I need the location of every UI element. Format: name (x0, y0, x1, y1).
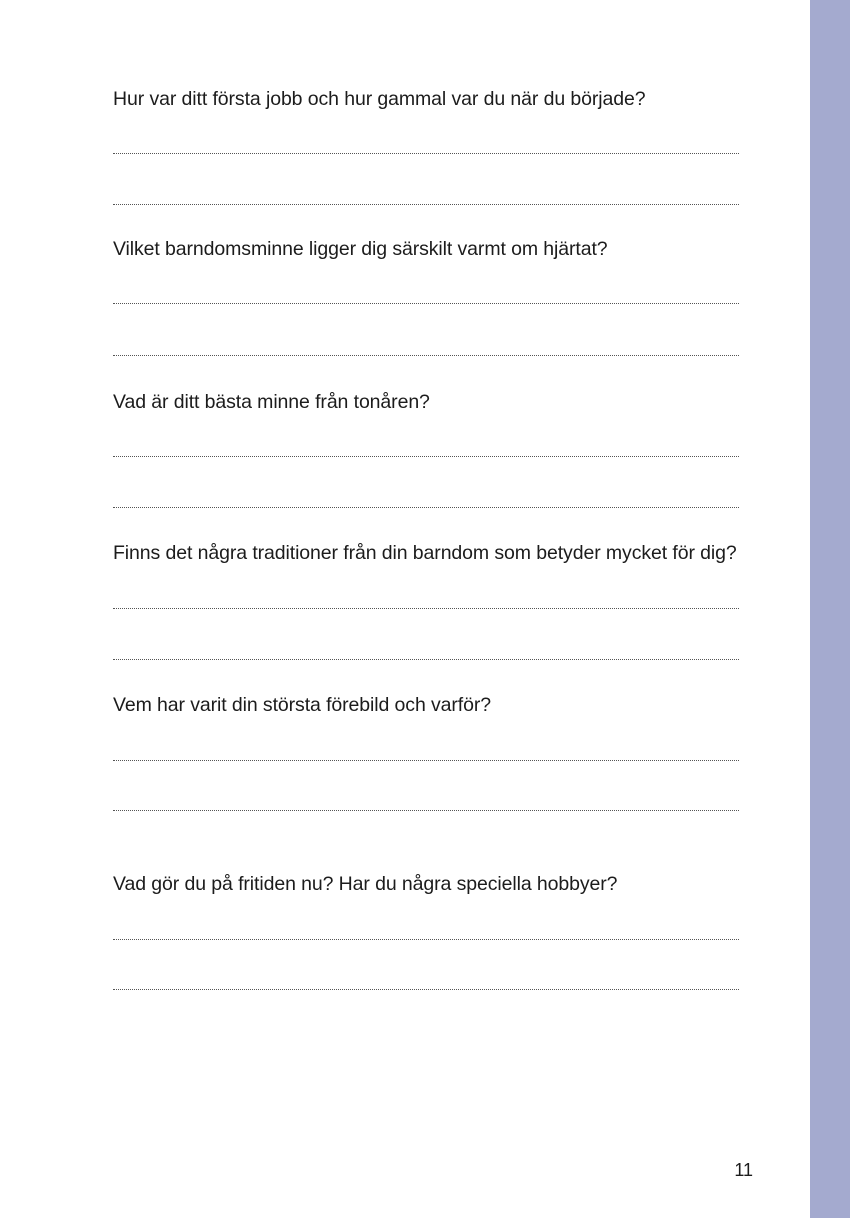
answer-line-3b[interactable] (113, 507, 739, 508)
answer-line-1b[interactable] (113, 204, 739, 205)
answer-line-2a[interactable] (113, 303, 739, 304)
question-1: Hur var ditt första jobb och hur gammal var du när du började? (113, 88, 646, 110)
answer-line-1a[interactable] (113, 153, 739, 154)
answer-line-6a[interactable] (113, 939, 739, 940)
question-4: Finns det några traditioner från din barndom som betyder mycket för dig? (113, 542, 737, 564)
answer-line-4b[interactable] (113, 659, 739, 660)
page-number: 11 (734, 1160, 753, 1180)
answer-line-3a[interactable] (113, 456, 739, 457)
answer-line-6b[interactable] (113, 989, 739, 990)
question-2: Vilket barndomsminne ligger dig särskilt varmt om hjärtat? (113, 238, 608, 260)
answer-line-5a[interactable] (113, 760, 739, 761)
answer-line-5b[interactable] (113, 810, 739, 811)
side-color-band (810, 0, 850, 1218)
question-6: Vad gör du på fritiden nu? Har du några speciella hobbyer? (113, 873, 618, 895)
question-5: Vem har varit din största förebild och varför? (113, 694, 491, 716)
answer-line-2b[interactable] (113, 355, 739, 356)
answer-line-4a[interactable] (113, 608, 739, 609)
question-3: Vad är ditt bästa minne från tonåren? (113, 391, 430, 413)
